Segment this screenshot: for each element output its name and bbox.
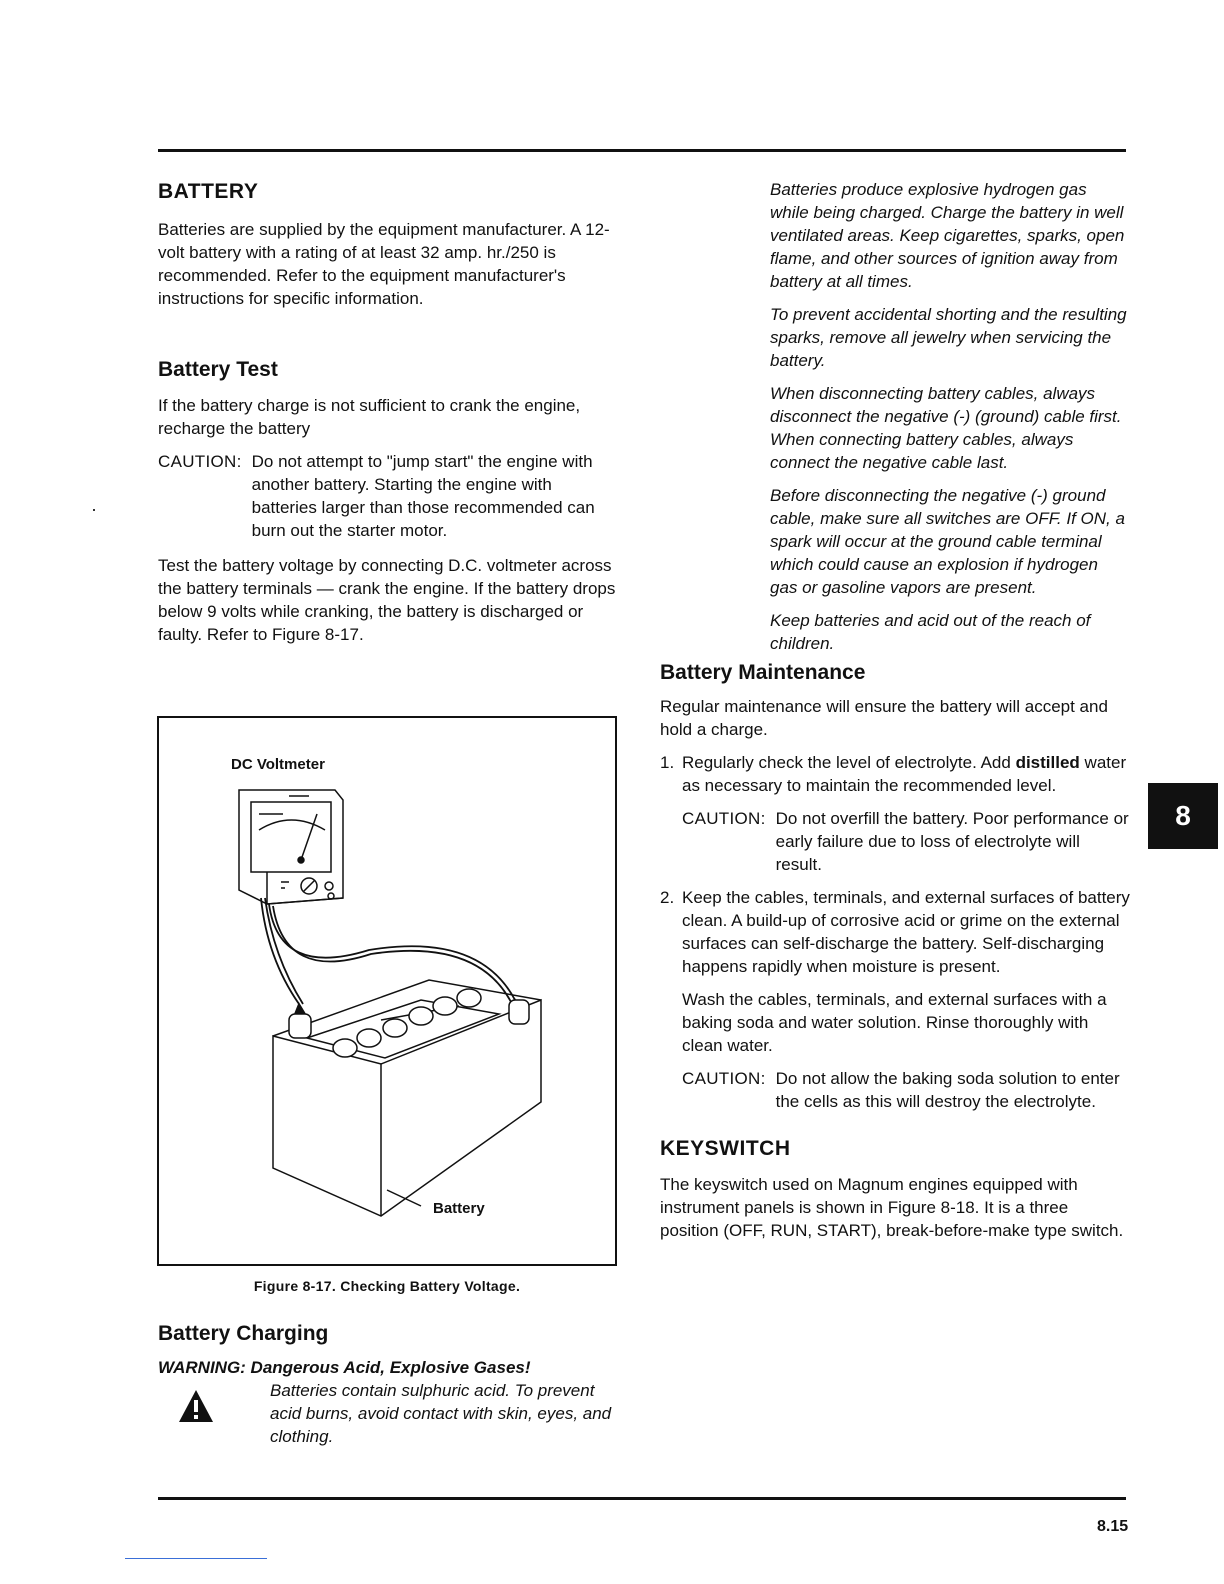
step1-text-b: water as necessary to maintain the recommended level. bbox=[682, 753, 1127, 795]
caution-text: Do not attempt to "jump start" the engine with another battery. Starting the engine with batteries larger than those recommended can burn out the starter motor. bbox=[251, 452, 595, 540]
figure-label-battery: Battery bbox=[433, 1200, 485, 1217]
battery-icon bbox=[273, 980, 541, 1216]
figure-label-voltmeter: DC Voltmeter bbox=[231, 756, 325, 773]
battery-test-caution bbox=[158, 450, 620, 542]
safety-warning: Batteries produce explosive hydrogen gas while being charged. Charge the battery in well ventilated areas. Keep cigarettes, sparks, open flame, and other sources of ignition away from battery at all times. bbox=[770, 180, 1125, 291]
battery-test-para2: Test the battery voltage by connecting D.C. voltmeter across the battery terminals — crank the engine. If the battery drops below 9 volts while cranking, the battery is discharged or faulty. Refer to Figure 8-17. bbox=[158, 556, 616, 644]
battery-test-heading: Battery Test bbox=[158, 358, 278, 381]
caution-text: Do not allow the baking soda solution to enter the cells as this will destroy the electrolyte. bbox=[775, 1069, 1120, 1111]
voltmeter-icon bbox=[239, 790, 343, 904]
caution-text: Do not overfill the battery. Poor performance or early failure due to loss of electrolyte will result. bbox=[775, 809, 1129, 874]
chapter-tab: 8 bbox=[1148, 783, 1218, 849]
battery-voltmeter-illustration bbox=[159, 718, 619, 1268]
warning-triangle-icon bbox=[158, 1379, 270, 1448]
top-rule bbox=[158, 149, 1126, 152]
step-number: 1. bbox=[660, 753, 675, 772]
scan-speck bbox=[93, 509, 95, 511]
caution-label: CAUTION: bbox=[682, 1069, 766, 1088]
maintenance-intro: Regular maintenance will ensure the battery will accept and hold a charge. bbox=[660, 697, 1108, 739]
caution-label: CAUTION: bbox=[682, 809, 766, 828]
keyswitch-paragraph: The keyswitch used on Magnum engines equipped with instrument panels is shown in Figure 8-18. It is a three position (OFF, RUN, START), break-before-make type switch. bbox=[660, 1175, 1124, 1240]
battery-charging-heading: Battery Charging bbox=[158, 1322, 329, 1345]
battery-test-para1: If the battery charge is not sufficient to crank the engine, recharge the battery bbox=[158, 396, 581, 438]
figure-8-17 bbox=[157, 716, 617, 1266]
left-column bbox=[158, 178, 620, 646]
step2-wash: Wash the cables, terminals, and external surfaces with a baking soda and water solution. Rinse thoroughly with clean water. bbox=[682, 990, 1107, 1055]
safety-warning: Keep batteries and acid out of the reach of children. bbox=[770, 611, 1091, 653]
warning-block bbox=[158, 1379, 620, 1448]
caution-label: CAUTION: bbox=[158, 452, 242, 471]
footer-link-line bbox=[125, 1558, 267, 1559]
bottom-rule bbox=[158, 1497, 1126, 1500]
step-body bbox=[682, 886, 1130, 1113]
figure-caption: Figure 8-17. Checking Battery Voltage. bbox=[253, 1278, 521, 1294]
list-item bbox=[660, 886, 1130, 1113]
step1-text-a: Regularly check the level of electrolyte. Add bbox=[682, 753, 1016, 772]
battery-paragraph: Batteries are supplied by the equipment manufacturer. A 12-volt battery with a rating of at least 32 amp. hr./250 is recommended. Refer to the equipment manufacturer's instructions for specific information. bbox=[158, 220, 610, 308]
test-leads bbox=[261, 898, 521, 1014]
safety-warning: When disconnecting battery cables, always disconnect the negative (-) (ground) cable first. When connecting battery cables, always connect the negative cable last. bbox=[770, 384, 1122, 472]
battery-charging-section bbox=[158, 1322, 620, 1448]
safety-warning: To prevent accidental shorting and the resulting sparks, remove all jewelry when servicing the battery. bbox=[770, 305, 1127, 370]
maintenance-steps bbox=[660, 751, 1130, 1113]
maintenance-caution-2 bbox=[682, 1067, 1130, 1113]
keyswitch-heading: KEYSWITCH bbox=[660, 1137, 791, 1160]
step1-emphasis: distilled bbox=[1015, 753, 1080, 772]
step-body bbox=[682, 751, 1130, 886]
step-number: 2. bbox=[660, 888, 675, 907]
warning-heading: WARNING: Dangerous Acid, Explosive Gases! bbox=[158, 1358, 531, 1377]
battery-heading: BATTERY bbox=[158, 180, 259, 203]
list-item bbox=[660, 751, 1130, 886]
right-column bbox=[660, 178, 1130, 1242]
safety-warning: Before disconnecting the negative (-) ground cable, make sure all switches are OFF. If ON, a spark will occur at the ground cable terminal which could cause an explosion if hydrogen gas or gasoline vapors are present. bbox=[770, 486, 1125, 597]
warning-text: Batteries contain sulphuric acid. To prevent acid burns, avoid contact with skin, eyes, and clothing. bbox=[270, 1381, 612, 1446]
safety-warnings bbox=[660, 178, 1130, 655]
page-number: 8.15 bbox=[1097, 1518, 1129, 1535]
battery-maintenance-heading: Battery Maintenance bbox=[660, 661, 866, 684]
maintenance-caution-1 bbox=[682, 807, 1130, 876]
step2-text: Keep the cables, terminals, and external surfaces of battery clean. A build-up of corrosive acid or grime on the external surfaces can self-discharge the battery. Self-discharging happens rapidly when moisture is present. bbox=[682, 888, 1130, 976]
